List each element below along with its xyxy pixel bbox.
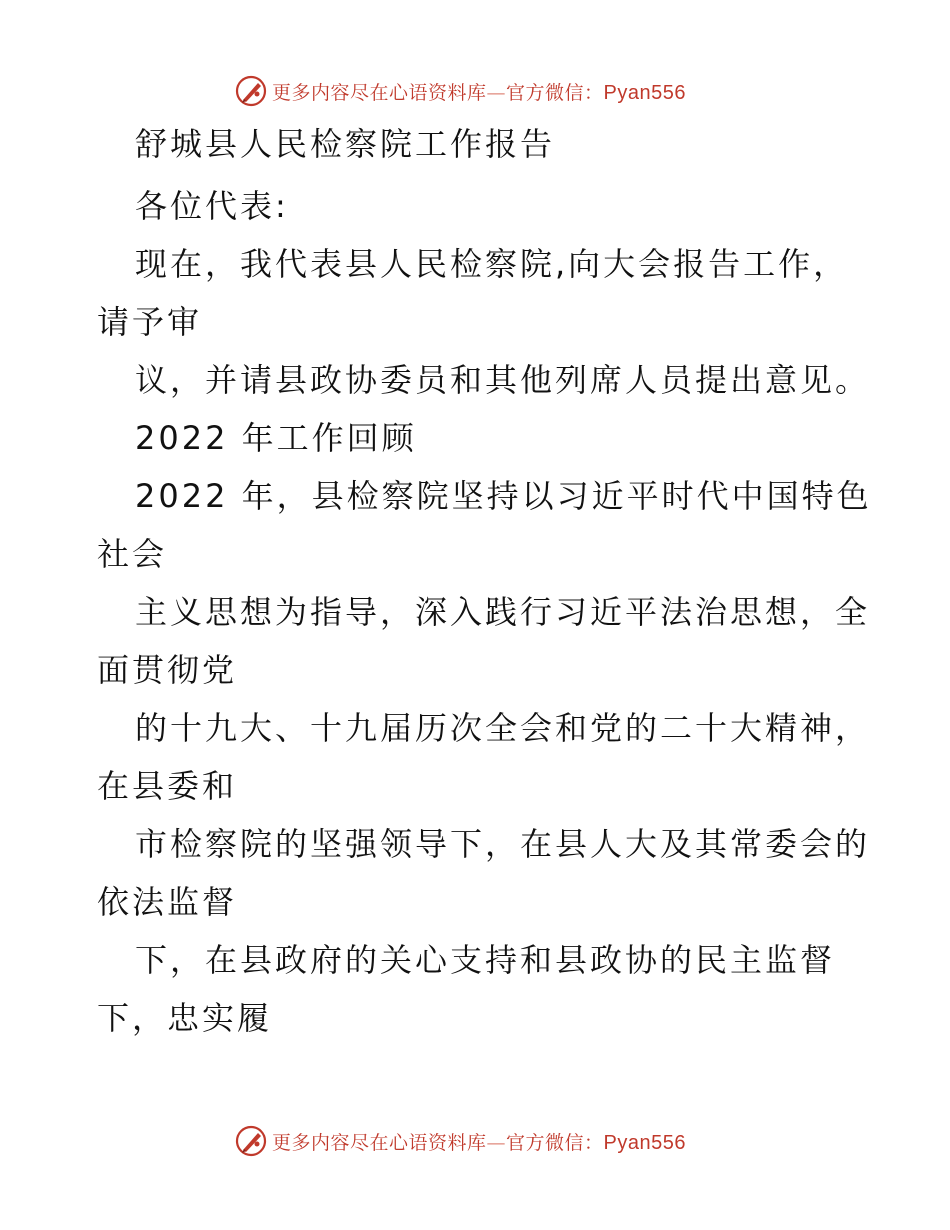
text-line: 2022 年，县检察院坚持以习近平时代中国特色 [135, 477, 872, 515]
text-line: 的十九大、十九届历次全会和党的二十大精神， [135, 709, 871, 747]
document-title: 舒城县人民检察院工作报告 [135, 125, 556, 163]
text-line: 下，在县政府的关心支持和县政协的民主监督 [135, 941, 836, 979]
text-line: 主义思想为指导，深入践行习近平法治思想，全 [135, 593, 871, 631]
text-line: 在县委和 [97, 767, 238, 805]
text-line: 市检察院的坚强领导下，在县人大及其常委会的 [135, 825, 871, 863]
text-line: 议，并请县政协委员和其他列席人员提出意见。 [135, 361, 871, 399]
section-heading: 2022 年工作回顾 [135, 419, 417, 457]
header-watermark [234, 74, 686, 108]
watermark-text: 更多内容尽在心语资料库—官方微信：Pyan556 [272, 1131, 686, 1154]
salutation: 各位代表: [135, 187, 289, 225]
text-line: 社会 [97, 535, 168, 573]
watermark-text: 更多内容尽在心语资料库—官方微信：Pyan556 [272, 81, 686, 104]
text-line: 面贯彻党 [97, 651, 238, 689]
text-line: 依法监督 [97, 883, 238, 921]
quill-pen-logo-icon [234, 74, 268, 108]
text-line: 下，忠实履 [97, 999, 273, 1037]
text-line: 现在，我代表县人民检察院,向大会报告工作， [135, 245, 849, 283]
footer-watermark [234, 1124, 686, 1158]
quill-pen-logo-icon [234, 1124, 268, 1158]
text-line: 请予审 [97, 303, 203, 341]
